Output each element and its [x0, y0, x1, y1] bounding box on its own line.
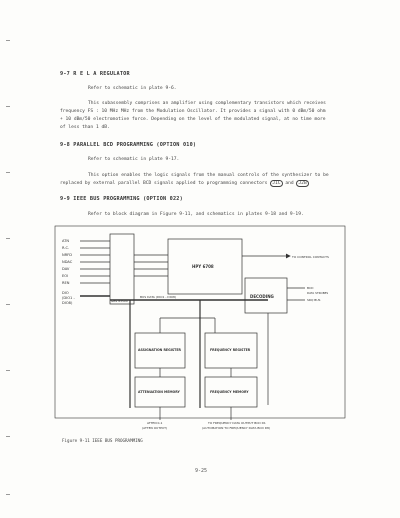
address-register-label: ASSIGNATION REGISTER	[138, 348, 181, 352]
dio-range-end: DIO8)	[62, 301, 73, 305]
body-text: replaced by external parallel BCD signals applied to programming connectors	[60, 181, 268, 186]
decoder-output-label: DATA STROBES	[307, 291, 329, 295]
frequency-register-label: FREQUENCY REGISTER	[210, 348, 251, 352]
input-label: EOI	[62, 274, 69, 278]
frequency-memory-label: FREQUENCY MEMORY	[210, 390, 249, 394]
section-reference: Refer to schematic in plate 9-6.	[88, 86, 177, 91]
input-label: REN	[62, 281, 70, 285]
figure-caption: Figure 9-11 IEEE BUS PROGRAMMING	[62, 438, 143, 443]
attenuation-memory-label: ATTENUATION MEMORY	[138, 390, 180, 394]
decoder-label: DECODING	[250, 294, 274, 299]
body-line: of less than 1 dB.	[60, 125, 110, 130]
body-line: + 10 dBm/50 electromotive force. Depending on the level of the modulated signal, at no time more	[60, 117, 326, 122]
connector-label: J1C	[272, 181, 281, 186]
section-heading-9-8: 9-8 PARALLEL BCD PROGRAMMING (OPTION 010)	[60, 142, 197, 148]
body-line: frequency FS : 10 MHz MHz from the Modulation Oscillator. It provides a signal with 0 dBm/50 ohm	[60, 109, 326, 114]
dio-label: DIO	[62, 291, 69, 295]
bus-data-label: BUS DATA (DIO1 - DIO8)	[140, 295, 177, 299]
input-label: ATN	[62, 239, 70, 243]
input-label: NRFD	[62, 253, 73, 257]
body-line: This subassembly comprises an amplifier using complementary transistors which receives	[88, 101, 326, 106]
input-label: NDAC	[62, 260, 73, 264]
freq-output-label: TO FREQUENCY DATA OUTPUT BCD D1	[208, 421, 266, 425]
input-label: R.C.	[62, 246, 70, 250]
input-label: DAV	[62, 267, 70, 271]
section-reference: Refer to schematic in plate 9-17.	[88, 157, 180, 162]
body-line: This option enables the logic signals from the manual controls of the synthesizer to be	[88, 173, 329, 178]
bus-interface-label: GBS 83500	[111, 299, 128, 303]
page-number: 9-25	[195, 468, 208, 474]
to-controls-label: TO CONTROL CONTACTS	[292, 255, 329, 259]
bus-interface-block	[110, 234, 134, 304]
decoder-output-label: BCD	[307, 286, 314, 290]
interface-chip-label: HPY 6708	[192, 264, 214, 269]
input-lines	[80, 241, 110, 283]
atten-output-label: (ATTEN OUTPUT)	[142, 426, 168, 430]
connector-label: J2B	[298, 181, 307, 186]
section-heading-9-9: 9-9 IEEE BUS PROGRAMMING (OPTION 022)	[60, 196, 183, 202]
atten-output-label: ATTEN 0-1	[147, 421, 163, 425]
conjunction: and	[285, 181, 294, 186]
decoder-output-label: SRQ BUS	[307, 298, 321, 302]
dio-range: (DIO1 -	[62, 296, 75, 300]
section-reference: Refer to block diagram in Figure 9-11, and schematics in plates 9-18 and 9-19.	[88, 212, 304, 217]
freq-output-label: (AUTOMATION TO FREQUENCY DATA BCD D8)	[202, 426, 271, 430]
section-heading-9-7: 9-7 R E L A REGULATOR	[60, 71, 130, 77]
